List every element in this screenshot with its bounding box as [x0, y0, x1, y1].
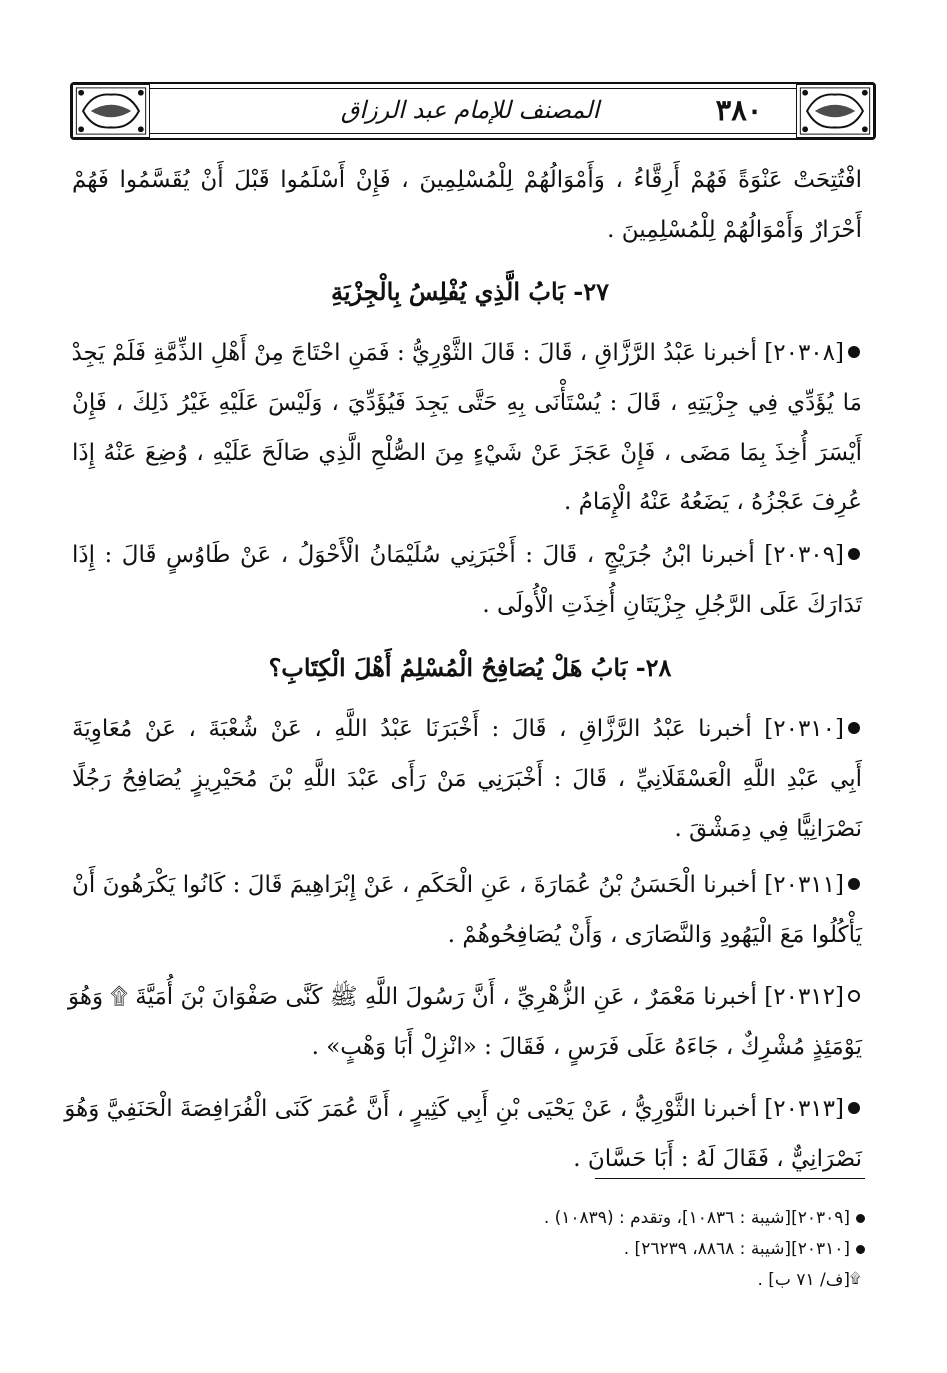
text-line: [٢٠٣١٠] أخبرنا عَبْدُ الرَّزَّاقِ ، قَالَ : أَخْبَرَنَا عَبْدُ اللَّهِ ، عَنْ شُعْبَةَ ، عَنْ مُعَاوِيَةَ [72, 716, 844, 742]
text-line: أَحْرَارٌ وَأَمْوَالُهُمْ لِلْمُسْلِمِينَ . [607, 217, 862, 243]
text-line: يَوْمَئِذٍ مُشْرِكٌ ، جَاءَهُ عَلَى فَرَسٍ ، فَقَالَ : «انْزِلْ أَبَا وَهْبٍ» . [311, 1034, 862, 1060]
footnote: [٢٠٣١٠][شيبة : ٨٨٦٨، ٢٦٢٣٩] . [623, 1239, 850, 1259]
footnote: [٢٠٣٠٩][شيبة : ١٠٨٣٦]، وتقدم : (١٠٨٣٩) . [543, 1208, 850, 1228]
ornament-icon [72, 84, 150, 138]
bullet-icon [848, 548, 860, 560]
ornament-icon [796, 84, 874, 138]
text-line: أَبِي عَبْدِ اللَّهِ الْعَسْقَلَانِيِّ ، قَالَ : أَخْبَرَنِي مَنْ رَأَى عَبْدَ اللَّهِ بْنَ مُحَيْرِيزٍ يُصَافِحُ رَجُلًا [72, 766, 862, 792]
bullet-icon [848, 1102, 860, 1114]
text-line: افْتُتِحَتْ عَنْوَةً فَهُمْ أَرِقَّاءُ ، وَأَمْوَالُهُمْ لِلْمُسْلِمِينَ ، فَإِنْ أَسْلَمُوا قَبْلَ أَنْ يُقَسَّمُوا فَهُمْ [72, 167, 862, 193]
text-line: تَدَارَكَ عَلَى الرَّجُلِ جِزْيَتَانِ أُخِذَتِ الْأُولَى . [482, 592, 862, 618]
chapter-heading: ٢٨- بَابُ هَلْ يُصَافِحُ الْمُسْلِمُ أَهْلَ الْكِتَابِ؟ [268, 653, 672, 682]
star-icon: ۩ [850, 1271, 861, 1287]
bullet-icon [848, 878, 860, 890]
chapter-heading: ٢٧- بَابُ الَّذِي يُفْلِسُ بِالْجِزْيَةِ [330, 277, 610, 306]
running-title: المصنف للإمام عبد الرزاق [340, 96, 600, 124]
footnote: [ف/ ٧١ ب] . [757, 1270, 850, 1290]
text-line: [٢٠٣١٢] أخبرنا مَعْمَرٌ ، عَنِ الزُّهْرِيِّ ، أَنَّ رَسُولَ اللَّهِ ﷺ كَنَّى صَفْوَانَ بْنَ أُمَيَّةَ ۩ وَهُوَ [67, 984, 844, 1010]
text-line: مَا يُؤَدِّي فِي جِزْيَتِهِ ، قَالَ : يُسْتَأْنَى بِهِ حَتَّى يَجِدَ فَيُؤَدِّيَ ، وَلَيْسَ عَلَيْهِ غَيْرُ ذَلِكَ ، فَإِنْ [72, 390, 862, 416]
bullet-icon [856, 1245, 865, 1254]
page-number: ٣٨٠ [715, 93, 763, 127]
footnote-divider [595, 1178, 865, 1179]
bullet-icon [848, 346, 860, 358]
text-line: [٢٠٣١١] أخبرنا الْحَسَنُ بْنُ عُمَارَةَ ، عَنِ الْحَكَمِ ، عَنْ إِبْرَاهِيمَ قَالَ : كَانُوا يَكْرَهُونَ أَنْ [72, 872, 844, 898]
text-line: عُرِفَ عَجْزُهُ ، يَضَعُهُ عَنْهُ الْإِمَامُ . [563, 489, 862, 515]
text-line: يَأْكُلُوا مَعَ الْيَهُودِ وَالنَّصَارَى ، وَأَنْ يُصَافِحُوهُمْ . [447, 922, 862, 948]
text-line: [٢٠٣٠٩] أخبرنا ابْنُ جُرَيْجٍ ، قَالَ : أَخْبَرَنِي سُلَيْمَانُ الْأَحْوَلُ ، عَنْ طَاوُسٍ قَالَ : إِذَا [72, 542, 844, 568]
text-line: [٢٠٣١٣] أخبرنا الثَّوْرِيُّ ، عَنْ يَحْيَى بْنِ أَبِي كَثِيرٍ ، أَنَّ عُمَرَ كَنَى الْفُرَافِصَةَ الْحَنَفِيَّ وَهُوَ [64, 1096, 844, 1122]
hollow-bullet-icon [848, 990, 860, 1002]
text-line: نَصْرَانِيٌّ ، فَقَالَ لَهُ : أَبَا حَسَّانَ . [573, 1146, 862, 1172]
bullet-icon [856, 1214, 865, 1223]
text-line: نَصْرَانِيًّا فِي دِمَشْقَ . [674, 816, 862, 842]
bullet-icon [848, 722, 860, 734]
text-line: أَيْسَرَ أُخِذَ بِمَا مَضَى ، فَإِنْ عَجَزَ عَنْ شَيْءٍ مِنَ الصُّلْحِ الَّذِي صَالَحَ عَلَيْهِ ، وُضِعَ عَنْهُ إِذَا [72, 440, 862, 466]
text-line: [٢٠٣٠٨] أخبرنا عَبْدُ الرَّزَّاقِ ، قَالَ : قَالَ الثَّوْرِيُّ : فَمَنِ احْتَاجَ مِنْ أَهْلِ الذِّمَّةِ فَلَمْ يَجِدْ [71, 340, 844, 366]
